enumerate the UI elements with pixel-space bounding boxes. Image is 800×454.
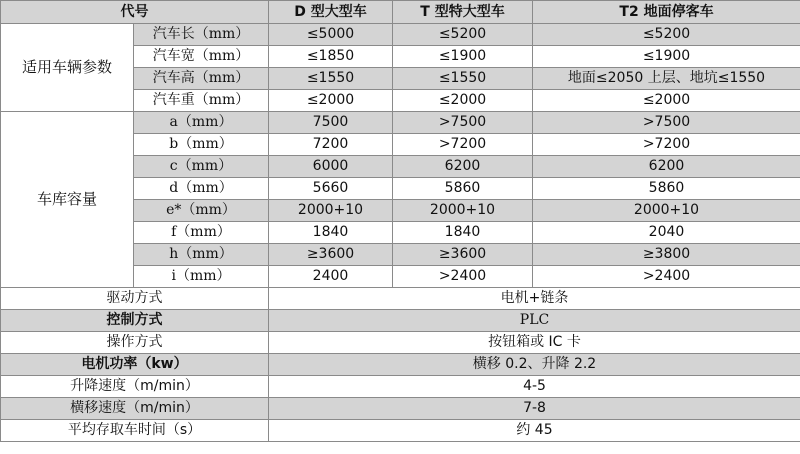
cell-t: ≤5200 [393,24,533,46]
cell-t2: 2000+10 [533,200,800,222]
row-label: c（mm） [134,156,269,178]
cell-t2: ≤1900 [533,46,800,68]
row-label: h（mm） [134,244,269,266]
cell-t2: >2400 [533,266,800,288]
cell-t: 6200 [393,156,533,178]
row-value: 约 45 [269,420,800,442]
table-row [1,112,800,134]
cell-d: 5660 [269,178,393,200]
cell-d: ≤2000 [269,90,393,112]
row-label: 横移速度（m/min） [1,398,269,420]
row-label: 平均存取车时间（s） [1,420,269,442]
cell-t: 2000+10 [393,200,533,222]
cell-d: ≤1550 [269,68,393,90]
cell-d: ≥3600 [269,244,393,266]
row-value: PLC [269,310,800,332]
table-row [1,24,800,46]
row-label: 升降速度（m/min） [1,376,269,398]
table-row [1,398,800,420]
cell-t2: 6200 [533,156,800,178]
row-label: e*（mm） [134,200,269,222]
cell-t2: ≤2000 [533,90,800,112]
table-row [1,354,800,376]
table-row [1,310,800,332]
header-code: 代号 [1,1,269,24]
cell-t2: ≤5200 [533,24,800,46]
table-row [1,376,800,398]
cell-t2: 5860 [533,178,800,200]
cell-d: 2400 [269,266,393,288]
row-label: 汽车长（mm） [134,24,269,46]
table-row [1,288,800,310]
table-row [1,332,800,354]
cell-d: ≤1850 [269,46,393,68]
cell-t: ≤2000 [393,90,533,112]
cell-t2: ≥3800 [533,244,800,266]
header-t-type: T 型特大型车 [393,1,533,24]
row-label: f（mm） [134,222,269,244]
cell-t2: >7500 [533,112,800,134]
row-label: 驱动方式 [1,288,269,310]
cell-t: 5860 [393,178,533,200]
row-label: a（mm） [134,112,269,134]
row-value: 按钮箱或 IC 卡 [269,332,800,354]
row-value: 7-8 [269,398,800,420]
cell-t: ≤1550 [393,68,533,90]
cell-d: 2000+10 [269,200,393,222]
row-label: 汽车宽（mm） [134,46,269,68]
cell-t: >7200 [393,134,533,156]
cell-d: ≤5000 [269,24,393,46]
row-value: 横移 0.2、升降 2.2 [269,354,800,376]
row-label: b（mm） [134,134,269,156]
row-value: 电机+链条 [269,288,800,310]
cell-t: ≥3600 [393,244,533,266]
row-label: 操作方式 [1,332,269,354]
row-label: d（mm） [134,178,269,200]
cell-t2: 地面≤2050 上层、地坑≤1550 [533,68,800,90]
header-t2-type: T2 地面停客车 [533,1,800,24]
cell-d: 6000 [269,156,393,178]
header-row [1,1,800,24]
cell-t: 1840 [393,222,533,244]
cell-t2: 2040 [533,222,800,244]
row-label: 汽车重（mm） [134,90,269,112]
group-label-garage: 车库容量 [1,112,134,288]
cell-d: 7500 [269,112,393,134]
row-label: 控制方式 [1,310,269,332]
cell-t: >7500 [393,112,533,134]
cell-d: 7200 [269,134,393,156]
cell-t: ≤1900 [393,46,533,68]
table-row [1,420,800,442]
group-label-vehicle: 适用车辆参数 [1,24,134,112]
row-label: i（mm） [134,266,269,288]
header-d-type: D 型大型车 [269,1,393,24]
cell-t: >2400 [393,266,533,288]
cell-d: 1840 [269,222,393,244]
row-label: 汽车高（mm） [134,68,269,90]
row-label: 电机功率（kw） [1,354,269,376]
cell-t2: >7200 [533,134,800,156]
row-value: 4-5 [269,376,800,398]
